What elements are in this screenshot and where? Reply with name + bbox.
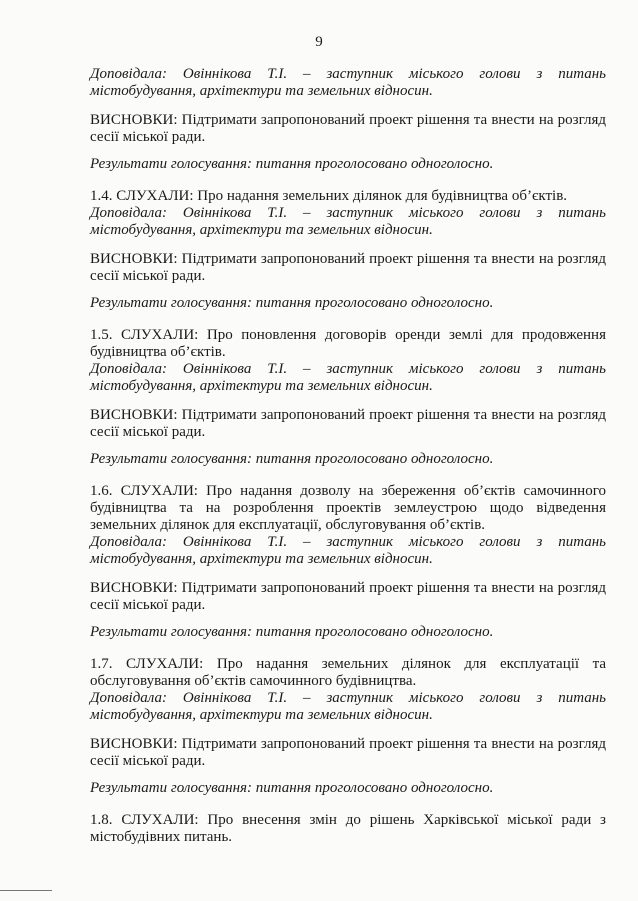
conclusion-line: ВИСНОВКИ: Підтримати запропонований проект рішення та внести на розгляд — [90, 251, 606, 267]
speaker-line: Доповідала: Овіннікова Т.І. – заступник міського голови з питань — [90, 690, 606, 706]
heard-item-1-4: 1.4. СЛУХАЛИ: Про надання земельних ділянок для будівництва об’єктів. — [90, 188, 568, 204]
heard-item-1-6: будівництва та на розроблення проектів землеустрою щодо відведення — [90, 500, 606, 516]
conclusion-line: ВИСНОВКИ: Підтримати запропонований проект рішення та внести на розгляд — [90, 580, 606, 596]
speaker-line: містобудування, архітектури та земельних відносин. — [90, 707, 433, 723]
heard-item-1-8: містобудівних питань. — [90, 829, 233, 845]
heard-item-1-6: земельних ділянок для експлуатації, обслуговування об’єктів. — [90, 517, 486, 533]
footnote-divider — [0, 890, 52, 891]
minutes-body — [90, 66, 606, 846]
conclusion-line: ВИСНОВКИ: Підтримати запропонований проект рішення та внести на розгляд — [90, 736, 606, 752]
voting-result: Результати голосування: питання проголосовано одноголосно. — [90, 451, 494, 467]
heard-item-1-5: 1.5. СЛУХАЛИ: Про поновлення договорів оренди землі для продовження — [90, 327, 606, 343]
speaker-line: містобудування, архітектури та земельних відносин. — [90, 378, 433, 394]
conclusion-line: ВИСНОВКИ: Підтримати запропонований проект рішення та внести на розгляд — [90, 112, 606, 128]
speaker-line: містобудування, архітектури та земельних відносин. — [90, 222, 433, 238]
speaker-line: Доповідала: Овіннікова Т.І. – заступник міського голови з питань — [90, 66, 606, 82]
conclusion-line: сесії міської ради. — [90, 268, 206, 284]
conclusion-line: сесії міської ради. — [90, 129, 206, 145]
voting-result: Результати голосування: питання проголосовано одноголосно. — [90, 295, 494, 311]
speaker-line: містобудування, архітектури та земельних відносин. — [90, 83, 433, 99]
heard-item-1-7: обслуговування об’єктів самочинного будівництва. — [90, 673, 417, 689]
conclusion-line: ВИСНОВКИ: Підтримати запропонований проект рішення та внести на розгляд — [90, 407, 606, 423]
heard-item-1-6: 1.6. СЛУХАЛИ: Про надання дозволу на збереження об’єктів самочинного — [90, 483, 606, 499]
heard-item-1-8: 1.8. СЛУХАЛИ: Про внесення змін до рішень Харківської міської ради з — [90, 812, 606, 828]
conclusion-line: сесії міської ради. — [90, 597, 206, 613]
speaker-line: Доповідала: Овіннікова Т.І. – заступник міського голови з питань — [90, 534, 606, 550]
speaker-line: Доповідала: Овіннікова Т.І. – заступник міського голови з питань — [90, 361, 606, 377]
conclusion-line: сесії міської ради. — [90, 424, 206, 440]
voting-result: Результати голосування: питання проголосовано одноголосно. — [90, 780, 494, 796]
page-number: 9 — [315, 34, 323, 50]
voting-result: Результати голосування: питання проголосовано одноголосно. — [90, 624, 494, 640]
heard-item-1-7: 1.7. СЛУХАЛИ: Про надання земельних ділянок для експлуатації та — [90, 656, 606, 672]
speaker-line: Доповідала: Овіннікова Т.І. – заступник міського голови з питань — [90, 205, 606, 221]
speaker-line: містобудування, архітектури та земельних відносин. — [90, 551, 433, 567]
voting-result: Результати голосування: питання проголосовано одноголосно. — [90, 156, 494, 172]
heard-item-1-5: будівництва об’єктів. — [90, 344, 226, 360]
conclusion-line: сесії міської ради. — [90, 753, 206, 769]
